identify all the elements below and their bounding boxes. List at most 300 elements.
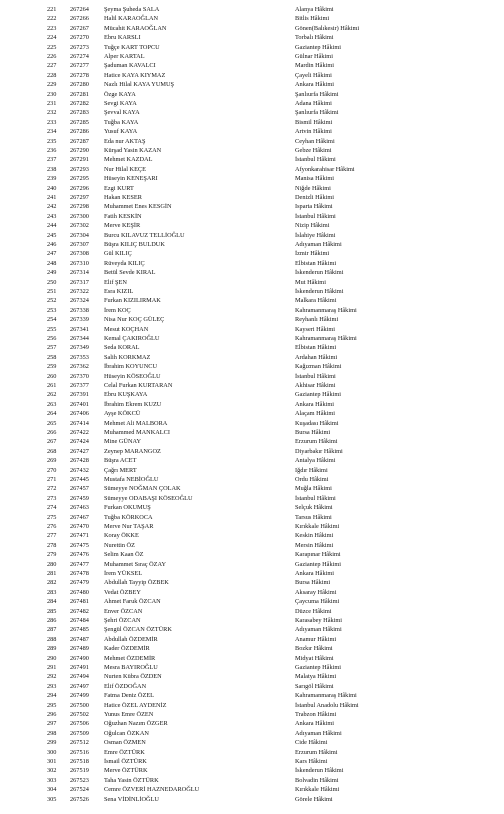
- registry-number: 267295: [70, 175, 89, 183]
- table-row: [0, 362, 504, 371]
- registry-number: 267317: [70, 278, 89, 286]
- row-number: 239: [47, 175, 57, 183]
- table-row: [0, 447, 504, 456]
- row-number: 272: [47, 485, 57, 493]
- row-number: 248: [47, 259, 57, 267]
- candidate-name: Oğuzhan Nazım ÖZGER: [104, 720, 168, 728]
- row-number: 233: [47, 118, 57, 126]
- candidate-name: Muhammet Sıraç ÖZAY: [104, 560, 167, 568]
- assigned-court: Bozkır Hâkimi: [295, 645, 333, 653]
- registry-number: 267427: [70, 447, 89, 455]
- registry-number: 267293: [70, 165, 89, 173]
- registry-number: 267401: [70, 400, 89, 408]
- row-number: 300: [47, 748, 57, 756]
- row-number: 242: [47, 203, 57, 211]
- table-row: [0, 99, 504, 108]
- registry-number: 267489: [70, 645, 89, 653]
- candidate-name: Emre ÖZTÜRK: [104, 748, 145, 756]
- registry-number: 267523: [70, 776, 89, 784]
- row-number: 271: [47, 476, 57, 483]
- registry-number: 267516: [70, 748, 89, 756]
- row-number: 225: [47, 43, 57, 51]
- candidate-name: Şevval KAYA: [104, 109, 140, 117]
- candidate-name: Şeyma Şuheda SALA: [104, 6, 160, 13]
- row-number: 235: [47, 137, 57, 145]
- table-row: [0, 325, 504, 334]
- candidate-name: İrem YÜKSEL: [104, 570, 143, 577]
- table-row: [0, 155, 504, 164]
- table-row: [0, 569, 504, 578]
- candidate-name: Kemal ÇAKIROĞLU: [104, 335, 160, 342]
- registry-number: 267291: [70, 156, 89, 164]
- table-row: [0, 625, 504, 634]
- table-row: [0, 475, 504, 484]
- table-row: [0, 146, 504, 155]
- table-row: [0, 33, 504, 42]
- row-number: 261: [47, 382, 57, 389]
- registry-number: 267274: [70, 53, 89, 60]
- assigned-court: Elbistan Hâkimi: [295, 259, 337, 267]
- table-row: [0, 240, 504, 249]
- candidate-name: Ebru KUŞKAYA: [104, 391, 148, 399]
- row-number: 258: [47, 353, 57, 361]
- assigned-court: Kahramanmaraş Hâkimi: [295, 335, 357, 342]
- row-number: 305: [47, 795, 57, 803]
- assigned-court: Ordu Hâkimi: [295, 476, 329, 483]
- row-number: 254: [47, 316, 57, 324]
- assigned-court: Düzce Hâkimi: [295, 607, 332, 615]
- row-number: 237: [47, 156, 57, 164]
- table-row: [0, 212, 504, 221]
- assigned-court: Aksaray Hâkimi: [295, 588, 337, 596]
- table-row: [0, 90, 504, 99]
- assigned-court: Bolvadin Hâkimi: [295, 776, 339, 784]
- assigned-court: Adıyaman Hâkimi: [295, 626, 342, 634]
- candidate-name: Çağrı MERT: [104, 466, 137, 474]
- candidate-name: Tuğçe KART TOPCU: [104, 43, 160, 51]
- assigned-court: Mardin Hâkimi: [295, 62, 334, 70]
- registry-number: 267479: [70, 579, 89, 587]
- registry-number: 267341: [70, 325, 89, 333]
- row-number: 268: [47, 447, 57, 455]
- candidate-name: Sümeyye ODABAŞI KÖSEOĞLU: [104, 494, 193, 502]
- registry-number: 267471: [70, 532, 89, 540]
- table-row: [0, 296, 504, 305]
- registry-number: 267422: [70, 429, 89, 436]
- registry-number: 267391: [70, 391, 89, 399]
- registry-number: 267480: [70, 588, 89, 596]
- registry-number: 267491: [70, 664, 89, 671]
- registry-number: 267304: [70, 231, 89, 239]
- candidate-name: Nurettin ÖZ: [104, 541, 135, 549]
- row-number: 226: [47, 53, 57, 60]
- table-row: [0, 560, 504, 569]
- row-number: 288: [47, 635, 57, 643]
- registry-number: 267297: [70, 194, 89, 201]
- assigned-court: Ardahan Hâkimi: [295, 353, 338, 361]
- row-number: 281: [47, 570, 57, 577]
- candidate-name: Mehmet KAZDAL: [104, 156, 153, 164]
- candidate-name: Seda KORAL: [104, 344, 140, 352]
- assigned-court: Görele Hâkimi: [295, 795, 333, 803]
- registry-number: 267506: [70, 720, 89, 728]
- registry-number: 267512: [70, 739, 89, 747]
- candidate-name: İrem KOÇ: [104, 306, 131, 314]
- assigned-court: Akhisar Hâkimi: [295, 382, 336, 389]
- row-number: 279: [47, 551, 57, 559]
- assigned-court: Reyhanlı Hâkimi: [295, 316, 339, 324]
- row-number: 264: [47, 410, 57, 418]
- registry-number: 267497: [70, 682, 89, 690]
- candidate-name: Cemre ÖZVERİ HAZNEDAROĞLU: [104, 786, 200, 794]
- candidate-name: Fatma Deniz ÖZEL: [104, 692, 155, 700]
- candidate-name: Özge KAYA: [104, 90, 136, 98]
- assigned-court: Alanya Hâkimi: [295, 6, 334, 13]
- registry-number: 267270: [70, 34, 89, 42]
- row-number: 222: [47, 15, 57, 23]
- table-row: [0, 597, 504, 606]
- assigned-court: Iğdır Hâkimi: [295, 466, 328, 474]
- table-row: [0, 588, 504, 597]
- candidate-name: Sena VİDİNLİOĞLU: [104, 795, 159, 803]
- registry-number: 267324: [70, 297, 89, 305]
- table-row: [0, 372, 504, 381]
- table-row: [0, 165, 504, 174]
- candidate-name: Mehmet Ali MALBORA: [104, 419, 168, 427]
- registry-number: 267459: [70, 494, 89, 502]
- registry-number: 267296: [70, 184, 89, 192]
- table-row: [0, 108, 504, 117]
- assigned-court: Afyonkarahisar Hâkimi: [295, 165, 355, 173]
- table-row: [0, 137, 504, 146]
- candidate-name: Mehmet ÖZDEMİR: [104, 654, 156, 662]
- table-row: [0, 221, 504, 230]
- candidate-name: Hakan KESER: [104, 194, 142, 201]
- table-row: [0, 710, 504, 719]
- row-number: 230: [47, 90, 57, 98]
- table-row: [0, 52, 504, 61]
- table-row: [0, 306, 504, 315]
- table-row: [0, 231, 504, 240]
- assigned-court: Ceyhan Hâkimi: [295, 137, 335, 145]
- row-number: 299: [47, 739, 57, 747]
- registry-number: 267298: [70, 203, 89, 211]
- assigned-court: Kahramanmaraş Hâkimi: [295, 692, 357, 700]
- assigned-court: Bismil Hâkimi: [295, 118, 333, 126]
- registry-number: 267280: [70, 81, 89, 89]
- assigned-court: Anamur Hâkimi: [295, 635, 337, 643]
- table-row: [0, 184, 504, 193]
- candidate-name: Mesut KOÇHAN: [104, 325, 149, 333]
- table-row: [0, 654, 504, 663]
- table-row: [0, 672, 504, 681]
- candidate-name: Hatice KAYA KIYMAZ: [104, 71, 166, 79]
- row-number: 276: [47, 523, 57, 530]
- assigned-court: Bursa Hâkimi: [295, 579, 331, 587]
- row-number: 296: [47, 711, 57, 718]
- registry-number: 267344: [70, 335, 89, 342]
- registry-number: 267286: [70, 128, 89, 136]
- candidate-name: Furkan OKUMUŞ: [104, 504, 151, 512]
- candidate-name: Alper KARTAL: [104, 53, 145, 60]
- table-row: [0, 466, 504, 475]
- registry-number: 267283: [70, 109, 89, 117]
- registry-number: 267278: [70, 71, 89, 79]
- table-row: [0, 513, 504, 522]
- candidate-name: Abdullah Tayyip ÖZBEK: [104, 579, 169, 587]
- assigned-court: Torbalı Hâkimi: [295, 34, 334, 42]
- candidate-name: Taha Yasin ÖZTÜRK: [104, 776, 159, 784]
- row-number: 223: [47, 24, 57, 32]
- table-row: [0, 428, 504, 437]
- assigned-court: Trabzon Hâkimi: [295, 711, 337, 718]
- assigned-court: Kırıkkale Hâkimi: [295, 786, 340, 794]
- row-number: 294: [47, 692, 57, 700]
- assigned-court: İskenderun Hâkimi: [295, 269, 344, 277]
- assigned-court: Gaziantep Hâkimi: [295, 391, 341, 399]
- row-number: 260: [47, 372, 57, 380]
- assigned-court: Ankara Hâkimi: [295, 400, 334, 408]
- table-row: [0, 353, 504, 362]
- table-row: [0, 43, 504, 52]
- row-number: 262: [47, 391, 57, 399]
- row-number: 266: [47, 429, 57, 436]
- registry-number: 267509: [70, 729, 89, 737]
- table-row: [0, 494, 504, 503]
- row-number: 255: [47, 325, 57, 333]
- registry-number: 267477: [70, 560, 89, 568]
- registry-number: 267494: [70, 673, 89, 681]
- registry-number: 267300: [70, 212, 89, 220]
- table-row: [0, 14, 504, 23]
- row-number: 274: [47, 504, 57, 512]
- registry-number: 267476: [70, 551, 89, 559]
- row-number: 246: [47, 241, 57, 248]
- table-row: [0, 531, 504, 540]
- assigned-court: Kayseri Hâkimi: [295, 325, 336, 333]
- row-number: 289: [47, 645, 57, 653]
- assigned-court: İstanbul Hâkimi: [295, 494, 336, 502]
- table-row: [0, 682, 504, 691]
- row-number: 240: [47, 184, 57, 192]
- table-row: [0, 127, 504, 136]
- registry-number: 267406: [70, 410, 89, 418]
- row-number: 303: [47, 776, 57, 784]
- assigned-court: Gülnar Hâkimi: [295, 53, 333, 60]
- assigned-court: Cide Hâkimi: [295, 739, 328, 747]
- row-number: 243: [47, 212, 57, 220]
- candidate-name: Nisa Nur KOÇ GÜLEÇ: [104, 316, 165, 324]
- registry-number: 267310: [70, 259, 89, 267]
- row-number: 224: [47, 34, 57, 42]
- candidate-name: Sümeyye NOĞMAN ÇOLAK: [104, 485, 181, 493]
- candidate-name: Betül Sevde KIRAL: [104, 269, 156, 277]
- candidate-name: İsmail ÖZTÜRK: [104, 758, 147, 765]
- assigned-court: İstanbul Hâkimi: [295, 372, 336, 380]
- registry-number: 267349: [70, 344, 89, 352]
- candidate-name: Burcu KILAVUZ TELLİOĞLU: [104, 231, 185, 239]
- assigned-court: Bitlis Hâkimi: [295, 15, 330, 23]
- candidate-name: Kürşad Yasin KAZAN: [104, 147, 162, 154]
- candidate-name: Tuğba KÖRKOCA: [104, 513, 153, 521]
- assigned-court: Kırıkkale Hâkimi: [295, 523, 340, 530]
- table-row: [0, 748, 504, 757]
- row-number: 263: [47, 400, 57, 408]
- row-number: 227: [47, 62, 57, 70]
- registry-number: 267487: [70, 635, 89, 643]
- assigned-court: İstanbul Hâkimi: [295, 156, 336, 164]
- candidate-name: Mine GÜNAY: [104, 438, 142, 446]
- row-number: 304: [47, 786, 57, 794]
- registry-number: 267267: [70, 24, 89, 32]
- assigned-court: Artvin Hâkimi: [295, 128, 332, 136]
- registry-number: 267463: [70, 504, 89, 512]
- registry-number: 267519: [70, 767, 89, 775]
- candidate-name: Abdullah ÖZDEMİR: [104, 635, 158, 643]
- assigned-court: Ankara Hâkimi: [295, 570, 334, 577]
- assigned-court: Çayeli Hâkimi: [295, 71, 332, 79]
- assigned-court: İstanbul Hâkimi: [295, 212, 336, 220]
- table-row: [0, 202, 504, 211]
- table-row: [0, 541, 504, 550]
- table-row: [0, 268, 504, 277]
- row-number: 232: [47, 109, 57, 117]
- assigned-court: Şanlıurfa Hâkimi: [295, 90, 339, 98]
- candidate-name: Hüseyin KÖSEOĞLU: [104, 372, 161, 380]
- assigned-court: İzmir Hâkimi: [295, 250, 330, 258]
- candidate-name: Gül KILIÇ: [104, 250, 132, 258]
- assigned-court: Keskin Hâkimi: [295, 532, 334, 540]
- row-number: 270: [47, 466, 57, 474]
- row-number: 265: [47, 419, 57, 427]
- candidate-name: Halil KARAOĞLAN: [104, 15, 159, 23]
- row-number: 292: [47, 673, 57, 681]
- assigned-court: Manisa Hâkimi: [295, 175, 334, 183]
- assigned-court: Elbistan Hâkimi: [295, 344, 337, 352]
- assigned-court: Mut Hâkimi: [295, 278, 326, 286]
- registry-number: 267414: [70, 419, 89, 427]
- row-number: 256: [47, 335, 57, 342]
- row-number: 267: [47, 438, 57, 446]
- assigned-court: Erzurum Hâkimi: [295, 438, 338, 446]
- candidate-name: Vedat ÖZBEY: [104, 588, 141, 596]
- row-number: 221: [47, 6, 57, 13]
- row-number: 249: [47, 269, 57, 277]
- assigned-court: Malkara Hâkimi: [295, 297, 337, 305]
- table-row: [0, 259, 504, 268]
- assigned-court: Adıyaman Hâkimi: [295, 729, 342, 737]
- candidate-name: Ayşe KÖKCÜ: [104, 410, 141, 418]
- assigned-court: Ankara Hâkimi: [295, 720, 334, 728]
- assigned-court: Nizip Hâkimi: [295, 222, 330, 230]
- table-row: [0, 118, 504, 127]
- registry-number: 267445: [70, 476, 89, 483]
- registry-number: 267424: [70, 438, 89, 446]
- table-row: [0, 550, 504, 559]
- row-number: 297: [47, 720, 57, 728]
- row-number: 295: [47, 701, 57, 709]
- table-row: [0, 315, 504, 324]
- candidate-name: Koray ÖKKE: [104, 532, 139, 540]
- candidate-name: Şaduman KAVALCI: [104, 62, 156, 70]
- table-row: [0, 607, 504, 616]
- candidate-name: Ahmet Faruk ÖZCAN: [104, 598, 161, 606]
- candidate-name: Muhammed MANKALCI: [104, 429, 170, 436]
- row-number: 290: [47, 654, 57, 662]
- row-number: 257: [47, 344, 57, 352]
- row-number: 229: [47, 81, 57, 89]
- candidate-name: Rüveyda KILIÇ: [104, 259, 145, 267]
- row-number: 247: [47, 250, 57, 258]
- assigned-court: Isparta Hâkimi: [295, 203, 333, 211]
- row-number: 282: [47, 579, 57, 587]
- candidate-name: Ezgi KURT: [104, 184, 134, 192]
- assigned-court: Diyarbakır Hâkimi: [295, 447, 343, 455]
- registry-number: 267475: [70, 541, 89, 549]
- row-number: 234: [47, 128, 57, 136]
- registry-number: 267307: [70, 241, 89, 248]
- table-row: [0, 249, 504, 258]
- table-row: [0, 419, 504, 428]
- registry-number: 267266: [70, 15, 89, 23]
- assigned-court: İskenderun Hâkimi: [295, 767, 344, 775]
- assigned-court: Muğla Hâkimi: [295, 485, 332, 493]
- table-row: [0, 381, 504, 390]
- assigned-court: Adana Hâkimi: [295, 100, 332, 107]
- registry-number: 267290: [70, 147, 89, 154]
- row-number: 301: [47, 758, 57, 765]
- row-number: 280: [47, 560, 57, 568]
- row-number: 273: [47, 494, 57, 502]
- candidate-name: Hüseyin KENEŞARI: [104, 175, 158, 183]
- candidate-name: İbrahim KOYUNCU: [104, 363, 157, 371]
- candidate-name: Şehri ÖZCAN: [104, 617, 141, 624]
- table-row: [0, 390, 504, 399]
- candidate-name: Büşra KILIÇ BULDUK: [104, 241, 165, 248]
- candidate-name: Enver ÖZCAN: [104, 607, 143, 615]
- table-row: [0, 437, 504, 446]
- candidate-name: Merve Nur TAŞAR: [104, 523, 154, 530]
- registry-number: 267308: [70, 250, 89, 258]
- assigned-court: Gaziantep Hâkimi: [295, 664, 341, 671]
- registry-number: 267499: [70, 692, 89, 700]
- candidate-name: Elif ŞEN: [104, 278, 127, 286]
- registry-number: 267264: [70, 6, 89, 13]
- candidate-name: Ebru KARSLI: [104, 34, 141, 42]
- assigned-court: Kağızman Hâkimi: [295, 363, 342, 371]
- row-number: 244: [47, 222, 57, 230]
- candidate-name: Büşra ACET: [104, 457, 137, 465]
- table-row: [0, 278, 504, 287]
- table-row: [0, 61, 504, 70]
- table-row: [0, 663, 504, 672]
- table-row: [0, 484, 504, 493]
- table-row: [0, 174, 504, 183]
- registry-number: 267314: [70, 269, 89, 277]
- registry-number: 267285: [70, 118, 89, 126]
- registry-number: 267482: [70, 607, 89, 615]
- table-row: [0, 400, 504, 409]
- table-row: [0, 616, 504, 625]
- registry-number: 267353: [70, 353, 89, 361]
- table-row: [0, 522, 504, 531]
- assigned-court: Midyat Hâkimi: [295, 654, 334, 662]
- registry-number: 267302: [70, 222, 89, 230]
- table-row: [0, 691, 504, 700]
- assigned-court: Gönen(Balıkesir) Hâkimi: [295, 24, 360, 32]
- candidate-name: İbrahim Ekrem KUZU: [104, 400, 162, 408]
- table-row: [0, 24, 504, 33]
